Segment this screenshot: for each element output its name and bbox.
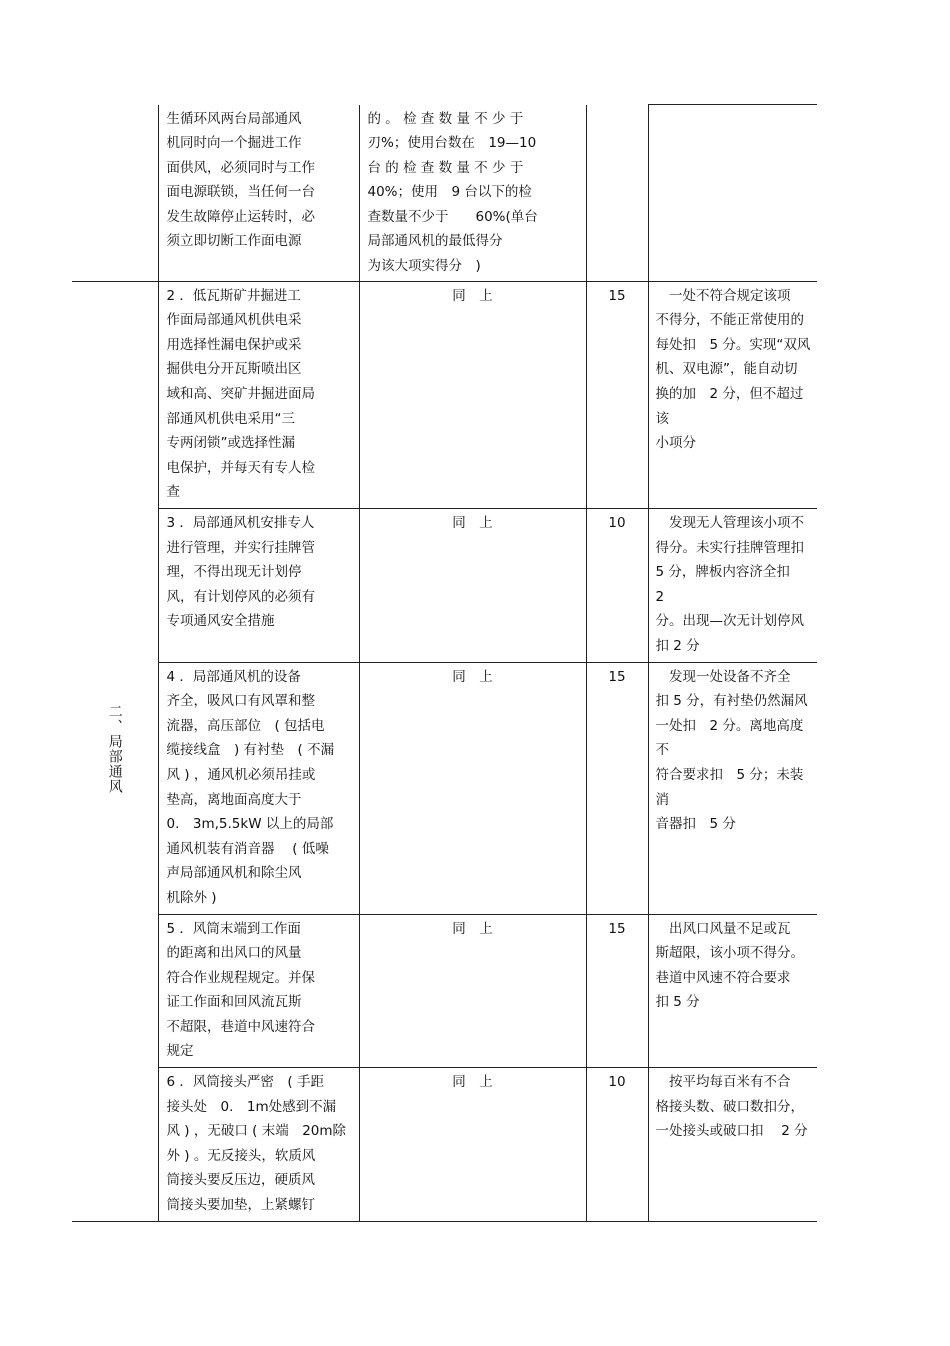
score-cell [586, 281, 648, 508]
score-text: 15 [608, 920, 626, 937]
table-row [72, 1068, 817, 1222]
score-text: 10 [608, 515, 626, 531]
standard-text: 6 ．风筒接头严密 ( 手距 接头处 0. 1m处感到不漏 风 ) ，无破口 ( 末端 20m除 外 ) 。无反接头，软质风 筒接头要反压边，硬质风 筒接头要加垫，上紧螺钉 [166, 1074, 347, 1214]
deduction-cell [648, 509, 817, 663]
method-cell [359, 105, 586, 282]
score-cell [586, 914, 648, 1068]
method-text: 同 上 [452, 1074, 493, 1091]
deduction-cell [648, 1068, 817, 1222]
scoring-table [72, 104, 817, 1222]
category-label: 二、局部通风 [106, 704, 123, 795]
standard-text: 5 ．风筒末端到工作面 的距离和出风口的风量 符合作业规程规定。并保 证工作面和回风流瓦斯 不超限，巷道中风速符合 规定 [166, 920, 315, 1060]
table-row [72, 509, 817, 663]
standard-text: 4 ．局部通风机的设备 齐全，吸风口有风罩和整 流器，高压部位 ( 包括电 缆接线盒 ) 有衬垫 ( 不漏 风 ) ，通风机必须吊挂或 垫高，离地面高度大于 0. 3m,5.5kW 以上的局部 通风机装有消音器 ( 低噪 声局部通风机和除尘风 机除外 ) [166, 668, 335, 906]
table-row [72, 662, 817, 914]
standard-cell [158, 662, 359, 914]
table-row [72, 914, 817, 1068]
deduction-text: 按平均每百米有不合 格接头数、破口数扣分， 一处接头或破口扣 2 分 [655, 1074, 808, 1140]
method-text: 同 上 [452, 920, 493, 937]
score-cell [586, 105, 648, 282]
score-cell [586, 509, 648, 663]
method-text: 的 。 检 查 数 量 不 少 于 刃%；使用台数在 19—10 台 的 检 查 数 量 不 少 于 40%；使用 9 台以下的检 查数量不少于 60%(单台 局部通风机的最低得分 为该大项实得分 ) [367, 110, 538, 275]
standard-cell [158, 509, 359, 663]
method-cell [359, 509, 586, 663]
deduction-text [649, 105, 818, 110]
score-text: 15 [608, 668, 626, 685]
deduction-cell [648, 914, 817, 1068]
deduction-text: 一处不符合规定该项 不得分，不能正常使用的 每处扣 5 分。实现“双风 机、双电源”，能自动切 换的加 2 分，但不超过该 小项分 [655, 287, 811, 452]
category-cell-blank [72, 105, 158, 282]
standard-text: 生循环风两台局部通风 机同时向一个掘进工作 面供风，必须同时与工作 面电源联锁，当任何一台 发生故障停止运转时，必 须立即切断工作面电源 [166, 110, 315, 250]
table-row [72, 105, 817, 282]
method-cell [359, 281, 586, 508]
deduction-text: 发现一处设备不齐全 扣 5 分，有衬垫仍然漏风 一处扣 2 分。离地高度不 符合要求扣 5 分；未装消 音器扣 5 分 [655, 668, 808, 833]
standard-text: 3 ．局部通风机安排专人 进行管理，并实行挂牌管 理，不得出现无计划停 风，有计划停风的必须有 专项通风安全措施 [166, 515, 315, 630]
deduction-cell [648, 281, 817, 508]
standard-cell [158, 914, 359, 1068]
deduction-cell [648, 662, 817, 914]
standard-text: 2 ．低瓦斯矿井掘进工 作面局部通风机供电采 用选择性漏电保护或采 掘供电分开瓦斯喷出区 域和高、突矿井掘进面局 部通风机供电采用“三 专两闭锁”或选择性漏 电保护，并每天有专人检 查 [166, 287, 315, 501]
method-cell [359, 1068, 586, 1222]
deduction-cell [648, 105, 817, 282]
deduction-text: 出风口风量不足或瓦 斯超限，该小项不得分。 巷道中风速不符合要求 扣 5 分 [655, 920, 804, 1011]
method-text: 同 上 [452, 668, 493, 685]
standard-cell [158, 281, 359, 508]
method-text: 同 上 [452, 515, 493, 531]
deduction-text: 发现无人管理该小项不 得分。未实行挂牌管理扣 5 分，牌板内容济全扣 2 分。出现—次无计划停风 扣 2 分 [655, 515, 804, 654]
standard-cell [158, 1068, 359, 1222]
category-cell [72, 281, 158, 1221]
method-text: 同 上 [452, 287, 493, 304]
score-cell [586, 662, 648, 914]
score-text: 15 [608, 287, 626, 304]
method-cell [359, 662, 586, 914]
method-cell [359, 914, 586, 1068]
score-text: 10 [608, 1074, 626, 1091]
score-text [587, 105, 648, 109]
score-cell [586, 1068, 648, 1222]
standard-cell [158, 105, 359, 282]
table-row [72, 281, 817, 508]
